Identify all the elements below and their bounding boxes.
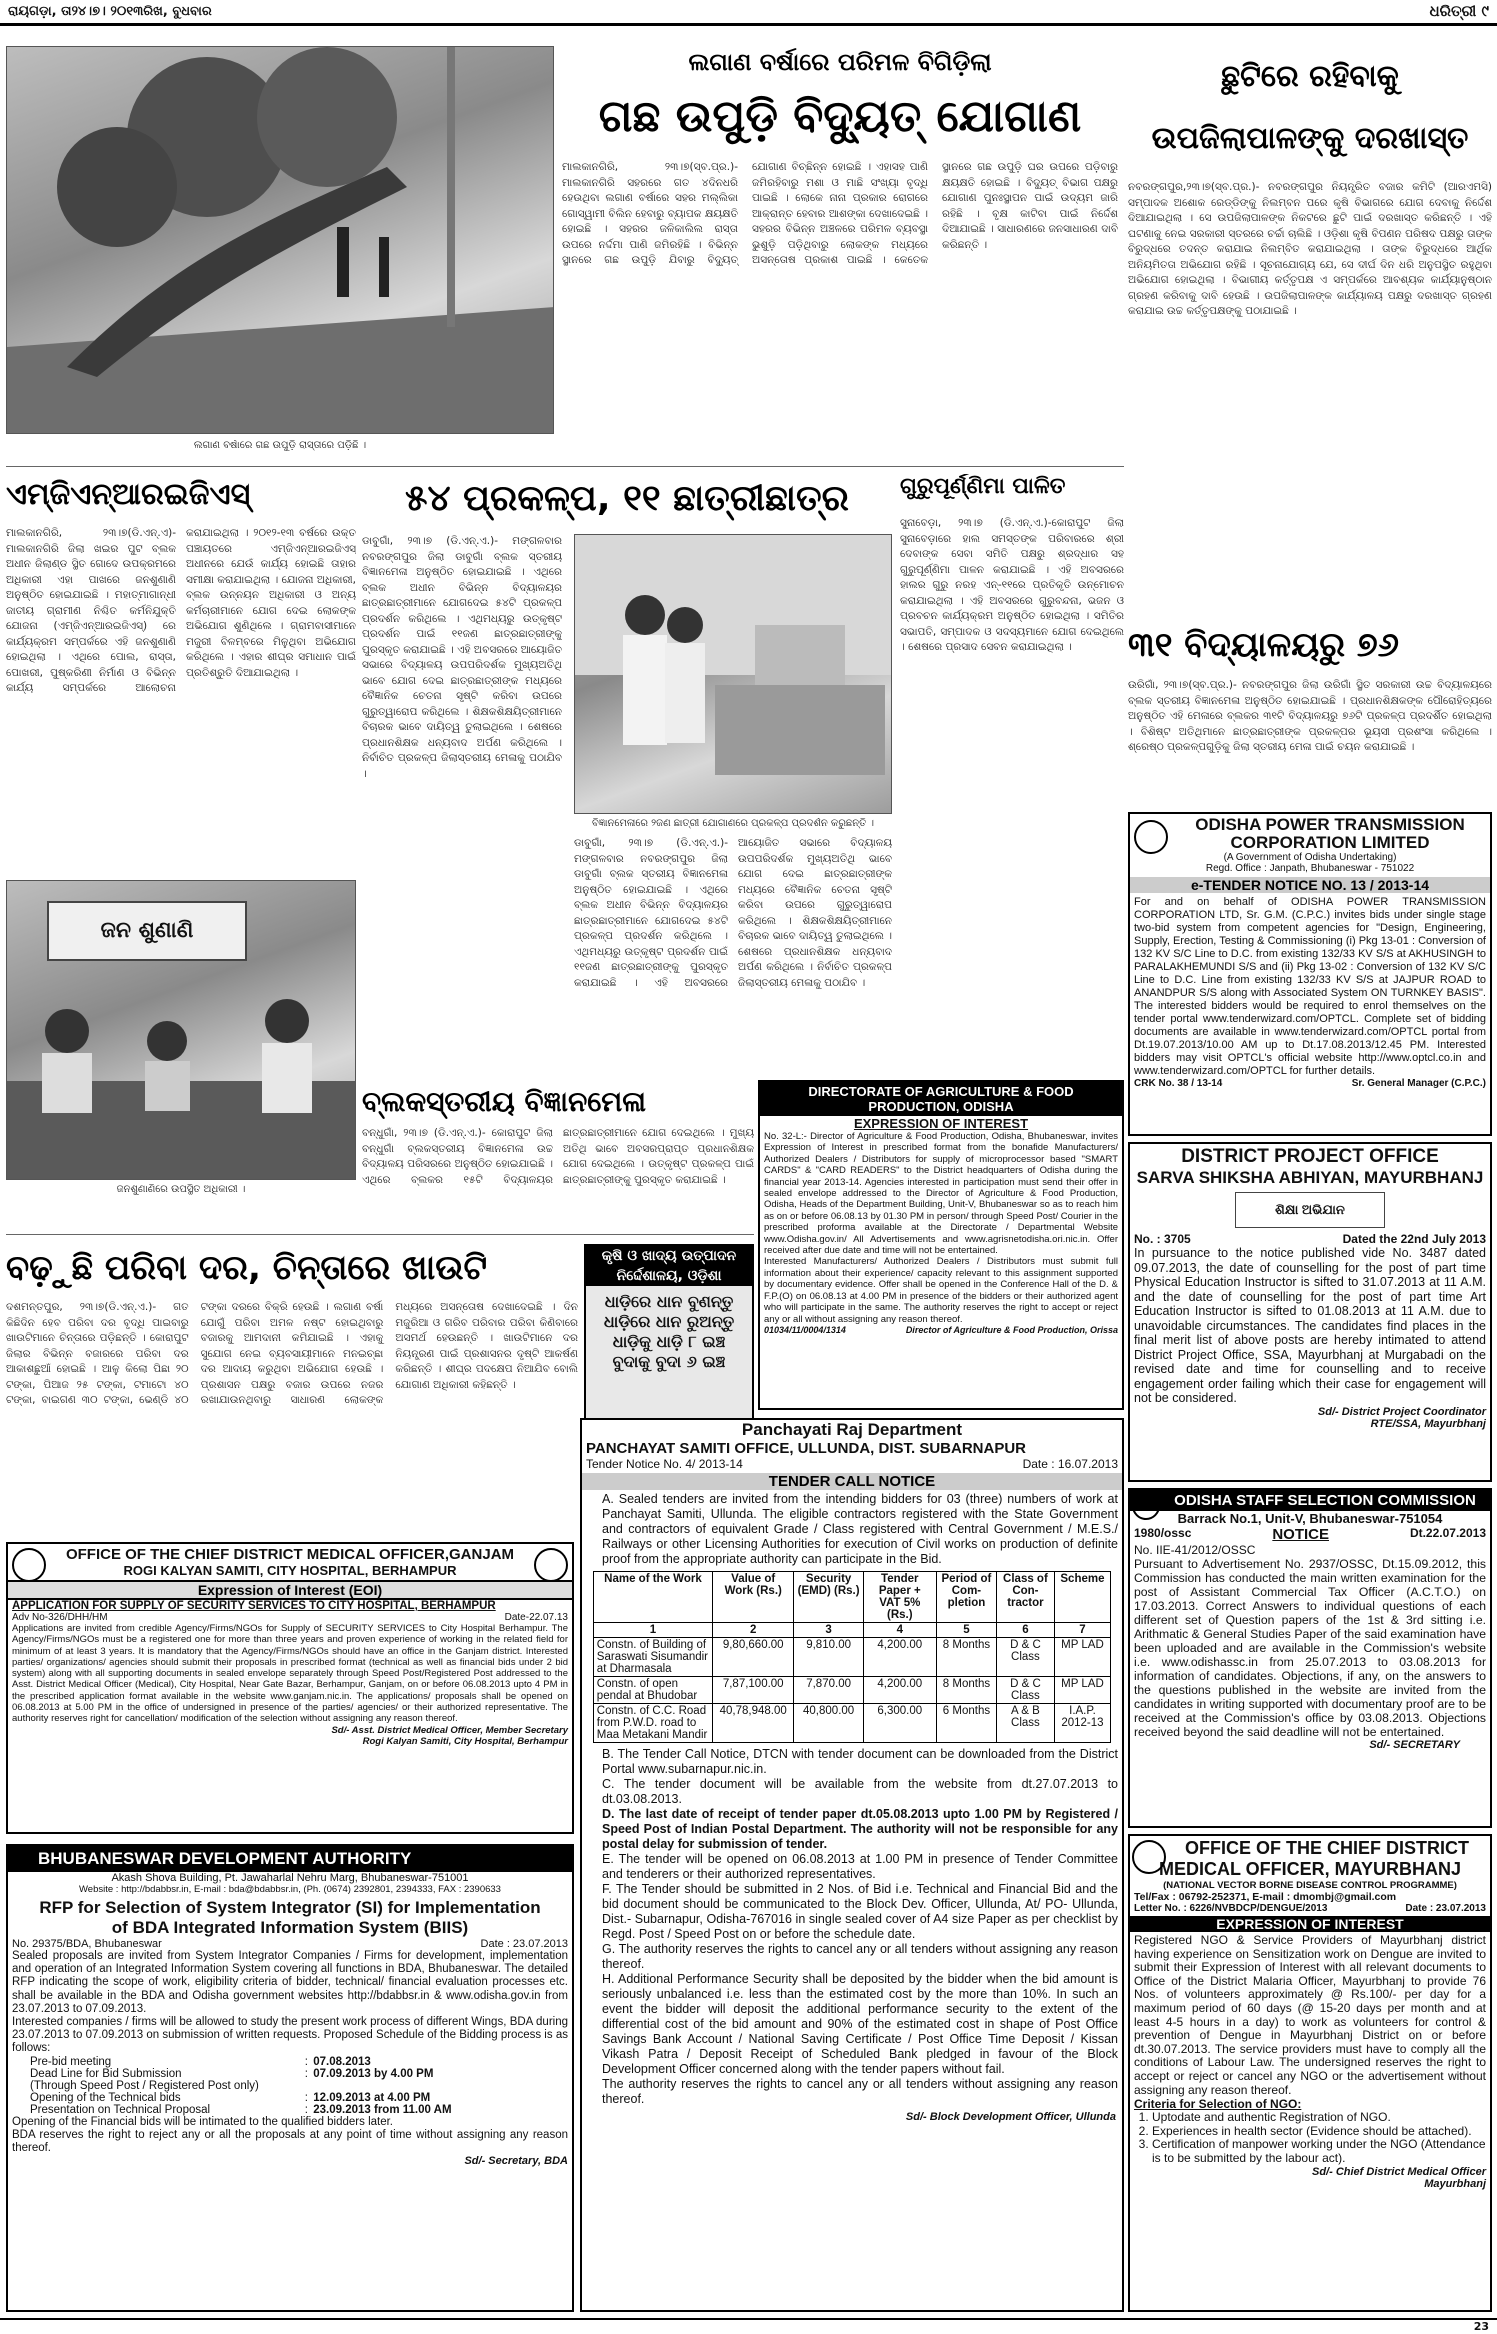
table-cell: I.A.P. 2012-13 [1054,1704,1110,1743]
ad-note: Opening of the Financial bids will be intimated to the qualified bidders later. [12,2115,394,2128]
ad-subtitle: Expression of Interest (EOI) [8,1580,572,1600]
ad-contact: Website : http://bdabbsr.in, E-mail : bda@bdabbsr.in, (Ph. (0674) 2392801, 2394333, FAX : 2390633 [79,1884,501,1895]
clause-a: A. Sealed tenders are invited from the intending bidders for 03 (three) numbers of work at Panchayat Samiti, Ullunda. The eligible contractors registered with the State Government and contractors of equivalent Grade / Class registered with Central Government / M.E.S./ Railways or other Licensing Authorities for execution of Civil works on production of definite proof from the appropriate authority can participate in the Bid. [602,1492,1118,1566]
ad-date: Dt.22.07.2013 [1409,1526,1486,1540]
divider [6,466,1124,467]
table-cell: 8 Months [936,1677,996,1704]
ad-heading: APPLICATION FOR SUPPLY OF SECURITY SERVICES TO CITY HOSPITAL, BERHAMPUR [12,1600,496,1612]
ad-signature-2: Rogi Kalyan Samiti, City Hospital, Berhampur [362,1735,568,1747]
schedule-cell: 12.09.2013 at 4.00 PM [313,2091,431,2104]
ad-ref: No. : 3705 [1134,1232,1191,1246]
ssa-notice-ad [1128,1142,1492,1482]
ad-body: Applications are invited from credible Agency/Firms/NGOs for Supply of SECURITY SERVICES to City Hospital Berhampur. The Agency/Firms/NGOs must be a registered one for more than three years and proven experience of working in the related field for minimum of at least 3 years. It is mandatory that the Agency/Firms/NGOs should have an office in the Ganjam district. Interested parties/ organizations/ agencies should submit their proposals in prescribed format (technical as well as financial bids under 2 bid system) along with all supporting documents in sealed envelope separately through Speed Post/Registered Post addressed to the Asst. District Medical Officer (Medical), City Hospital, Near Gate Bazar, Berhampur, Ganjam, on or before 06.08.2013 upto 4 PM in the prescribed application format available in the website www.ganjam.nic.in. The applications/ proposals shall be opened on 06.08.2013 at 5.00 PM in the office of undersigned in presence of the parties/ agencies/ or their authorized representative. The authority reserves right for cancellation/ modification of the selection without assigning any reason thereof. [12,1623,568,1725]
divider [6,1234,754,1235]
ad-line: ଧାଡ଼ିରେ ଧାନ ରୁଅନ୍ତୁ [603,1312,735,1331]
masthead-page: ଧରିତ୍ରୀ ୯ [1429,2,1489,20]
table-cell: 7,870.00 [794,1677,863,1704]
ad-address: Barrack No.1, Unit-V, Bhubaneswar-751054 [1177,1511,1443,1526]
article-body: ଦଶମନ୍ତପୁର, ୨୩।୭(ଡି.ଏନ୍.ଏ.)- ଗତ କିଛିଦିନ ହେବ ପରିବା ଦର ବୃଦ୍ଧି ପାଇବାରୁ ଖାଉଟିମାନେ ଚିନ୍ତାରେ ପଡ଼ିଛନ୍ତି । କୋରାପୁଟ ଜିଲାର ବିଭିନ୍ନ ବଜାରରେ ପରିବା ଦର ଆକାଶଛୁଆଁ ହୋଇଛି । ଆଳୁ କିଲୋ ପିଛା ୨୦ ଟଙ୍କା, ପିଆଜ ୨୫ ଟଙ୍କା, ଟମାଟୋ ୪୦ ଟଙ୍କା, ବାଇଗଣ ୩୦ ଟଙ୍କା, ଭେଣ୍ଡି ୪୦ ଟଙ୍କା ଦରରେ ବିକ୍ରି ହେଉଛି । ଲଗାଣ ବର୍ଷା ଯୋଗୁଁ ପରିବା ଅମଳ ନଷ୍ଟ ହୋଇଥିବାରୁ ବଜାରକୁ ଆମଦାନୀ କମିଯାଇଛି । ଏହାକୁ ସୁଯୋଗ ନେଇ ବ୍ୟବସାୟୀମାନେ ମନଇଚ୍ଛା ଦର ଆଦାୟ କରୁଥିବା ଅଭିଯୋଗ ହେଉଛି । ପ୍ରଶାସନ ପକ୍ଷରୁ ବଜାର ଉପରେ ନଜର ରଖାଯାଉନଥିବାରୁ ସାଧାରଣ ଲୋକଙ୍କ ମଧ୍ୟରେ ଅସନ୍ତୋଷ ଦେଖାଦେଇଛି । ଦିନ ମଜୁରିଆ ଓ ଗରିବ ପରିବାର ପରିବା କିଣିବାରେ ଅସମର୍ଥ ହେଉଛନ୍ତି । ଖାଉଟିମାନେ ଦର ନିୟନ୍ତ୍ରଣ ପାଇଁ ପ୍ରଶାସନର ଦୃଷ୍ଟି ଆକର୍ଷଣ କରିଛନ୍ତି । ଶୀଘ୍ର ପଦକ୍ଷେପ ନିଆଯିବ ବୋଲି ଯୋଗାଣ ଅଧିକାରୀ କହିଛନ୍ତି । [6,1301,578,1406]
ad-contact: Tel/Fax : 06792-252371, E-mail : dmombj@gmail.com [1134,1891,1397,1903]
table-row [593,1638,1110,1677]
bidding-schedule [28,2056,479,2116]
ad-signature: Sd/- Chief District Medical Officer [1311,2165,1486,2178]
ad-signature-2: RTE/SSA, Mayurbhanj [1370,1417,1486,1430]
article-body-cont: ଡାବୁଗାଁ, ୨୩।୭ (ଡି.ଏନ୍.ଏ.)- ମଙ୍ଗଳବାର ନବରଙ୍ଗପୁର ଜିଲା ଡାବୁଗାଁ ବ୍ଲକ ସ୍ତରୀୟ ବିଜ୍ଞାନମେଳା ଅନୁଷ୍ଠିତ ହୋଇଯାଇଛି । ଏଥିରେ ବ୍ଲକ ଅଧୀନ ବିଭିନ୍ନ ବିଦ୍ୟାଳୟର ଛାତ୍ରଛାତ୍ରୀମାନେ ଯୋଗଦେଇ ୫୪ଟି ପ୍ରକଳ୍ପ ପ୍ରଦର୍ଶନ କରିଥିଲେ । ଏଥିମଧ୍ୟରୁ ଉତ୍କୃଷ୍ଟ ପ୍ରଦର୍ଶନ ପାଇଁ ୧୧ଜଣ ଛାତ୍ରଛାତ୍ରୀଙ୍କୁ ପୁରସ୍କୃତ କରାଯାଇଛି । ଏହି ଅବସରରେ ଆୟୋଜିତ ସଭାରେ ବିଦ୍ୟାଳୟ ଉପପରିଦର୍ଶକ ମୁଖ୍ୟଅତିଥି ଭାବେ ଯୋଗ ଦେଇ ଛାତ୍ରଛାତ୍ରୀଙ୍କ ମଧ୍ୟରେ ବୈଜ୍ଞାନିକ ଚେତନା ସୃଷ୍ଟି କରିବା ଉପରେ ଗୁରୁତ୍ୱାରୋପ କରିଥିଲେ । ଶିକ୍ଷକଶିକ୍ଷୟିତ୍ରୀମାନେ ବିଚାରକ ଭାବେ ଦାୟିତ୍ୱ ତୁଲାଇଥିଲେ । ଶେଷରେ ପ୍ରଧାନଶିକ୍ଷକ ଧନ୍ୟବାଦ ଅର୍ପଣ କରିଥିଲେ । ନିର୍ବାଚିତ ପ୍ରକଳ୍ପ ଜିଲାସ୍ତରୀୟ ମେଳାକୁ ପଠାଯିବ । [574,837,892,989]
table-cell: MP LAD [1054,1677,1110,1704]
schedule-cell: Presentation on Technical Proposal [30,2103,211,2116]
clause-text: Additional Performance Security shall be deposited by the bidder when the bid amount is seriously unbalanced i.e. less than the estimated cost by the more than 10%. In such an event the bidder will deposit the additional performance security to the extent of the differential cost of the bid amount and 90% of the estimated cost in shape of Post Office Savings Bank Account / National Saving Certificate / Post Office Time Deposit / Kissan Vikash Patra / Deposit Receipt of Scheduled Bank pledged in favour of the Block Development Officer concerned along with the tender papers without fail. [602,1972,1118,2076]
notice-label: NOTICE [1272,1526,1329,1543]
ad-signature: Director of Agriculture & Food Production, Orissa [905,1324,1118,1335]
optcl-logo-icon [1134,820,1168,854]
clause-text: The last date of receipt of tender paper dt.05.08.2013 upto 1.00 PM by Registered / Speed Post of Indian Postal Department. The authority will not be responsible for any postal delay for submission of tender. [602,1807,1118,1851]
public-hearing-photo [6,880,356,1180]
clause-text: The tender document will be available from the website from dt.27.07.2013 to dt.03.08.2013. [602,1777,1118,1806]
clause-text: The authority reserves the rights to cancel any or all tenders without assigning any reason thereof. [602,2077,1118,2106]
ad-ref: Letter No. : 6226/NVBDCP/DENGUE/2013 [1134,1903,1328,1914]
table-cell: Constn. of open pendal at Bhudobar [593,1677,712,1704]
clause-g: G. The authority reserves the rights to cancel any or all tenders without assigning any reason thereof. [602,1942,1119,1971]
ossc-logo-icon [1132,1492,1160,1520]
ad-signature: Sd/- Secretary, BDA [464,2155,568,2168]
fallen-tree-illustration [7,47,554,434]
column-number: 5 [936,1623,996,1638]
ad-code: CRK No. 38 / 13-14 [1134,1078,1223,1089]
clause-h: H. Additional Performance Security shall be deposited by the bidder when the bid amount is seriously unbalanced i.e. less than the estimated cost by the more than 10%. In such an event the bidder will deposit the additional performance security to the extent of the differential cost of the bid amount and 90% of the estimated cost in shape of Post Office Savings Bank Account / National Saving Certificate / Post Office Time Deposit / Kissan Vikash Patra / Deposit Receipt of Scheduled Bank pledged in favour of the Block Development Officer concerned along with the tender papers without fail. [602,1972,1118,2076]
article-body: ମାଲକାନଗିରି, ୨୩।୭(ସ୍ବ.ପ୍ର.)- ମାଲକାନଗିରି ସହରରେ ଗତ ୪ଦିନଧରି ହେଉଥିବା ଲଗାଣ ବର୍ଷାରେ ସହର ମଲ୍ଲିକା ଗୋସ୍ୱାମୀ ବିଲିନ ହେବାରୁ ବ୍ୟାପକ କ୍ଷୟକ୍ଷତି ହୋଇଛି । ସହରର ଜଳିକାଲିଲ ରାସ୍ତା ଉପରେ ନର୍ଦ୍ଦମା ପାଣି ଜମିରହିଛି । ବିଭିନ୍ନ ସ୍ଥାନରେ ଗଛ ଉପୁଡ଼ି ଯିବାରୁ ବିଦ୍ୟୁତ୍ ଯୋଗାଣ ବିଚ୍ଛିନ୍ନ ହୋଇଛି । ଏହାସହ ପାଣି ଜମିରହିବାରୁ ମଶା ଓ ମାଛି ସଂଖ୍ୟା ବୃଦ୍ଧି ପାଇଛି । ଲୋକେ ନାନା ପ୍ରକାର ରୋଗରେ ଆକ୍ରାନ୍ତ ହେବାର ଆଶଙ୍କା ଦେଖାଦେଇଛି । ସହରର ବିଭିନ୍ନ ଅଞ୍ଚଳରେ ପରିମଳ ବ୍ୟବସ୍ଥା ଭୁଶୁଡ଼ି ପଡ଼ିଥିବାରୁ ଲୋକଙ୍କ ମଧ୍ୟରେ ଅସନ୍ତୋଷ ପ୍ରକାଶ ପାଇଛି । କେତେକ ସ୍ଥାନରେ ଗଛ ଉପୁଡ଼ି ଘର ଉପରେ ପଡ଼ିବାରୁ କ୍ଷୟକ୍ଷତି ହୋଇଛି । ବିଦ୍ୟୁତ୍ ବିଭାଗ ପକ୍ଷରୁ ଯୋଗାଣ ପୁନଃସ୍ଥାପନ ପାଇଁ ଉଦ୍ୟମ ଜାରି ରହିଛି । ବୃକ୍ଷ କାଟିବା ପାଇଁ ନିର୍ଦ୍ଦେଶ ଦିଆଯାଇଛି । ସାଧାରଣରେ ଜନସାଧାରଣ ଦାବି କରିଛନ୍ତି । [562,161,1118,266]
clause-text: The authority reserves the rights to cancel any or all tenders without assigning any reason thereof. [602,1942,1119,1971]
ad-title-2: SARVA SHIKSHA ABHIYAN, MAYURBHANJ [1136,1168,1484,1187]
ad-address: Akash Shova Building, Pt. Jawaharlal Nehru Marg, Bhubaneswar-751001 [111,1872,469,1884]
schedule-cell: 07.08.2013 [313,2055,371,2068]
emblem-icon [1132,1840,1166,1874]
table-cell: D & C Class [997,1677,1055,1704]
table-header: Value of Work (Rs.) [713,1572,794,1623]
ad-signature: Sd/- District Project Coordinator [1317,1405,1486,1418]
schedule-row [28,2056,479,2068]
criteria-item: 1. Uptodate and authentic Registration of NGO. [1152,2111,1486,2125]
ad-program: (NATIONAL VECTOR BORNE DISEASE CONTROL PROGRAMME) [1163,1880,1457,1891]
clause-text: Sealed tenders are invited from the intending bidders for 03 (three) numbers of work at Panchayat Samiti, Ullunda. The eligible contractors registered with the State Government and contractors of equivalent Grade / Class registered with Central Government / M.E.S./ Railways or other Licensing Authorities for execution of Civil works on production of definite proof from the appropriate authority can participate in the Bid. [602,1492,1118,1566]
ad-body: Sealed proposals are invited from System Integrator Companies / Firms for development, implementation and operation of an Integrated Information System covering all functions in BDA, Bhubaneswar. The detailed RFP indicating the scope of work, eligibility criteria of bidder, technical/ financial evaluation processes etc. shall be available in the BDA and Odisha government websites http://bdabbsr.in & www.odisha.gov.in from 23.07.2013 to 07.09.2013. [12,1950,568,2015]
ad-title: କୃଷି ଓ ଖାଦ୍ୟ ଉତ୍ପାଦନ [586,1246,752,1266]
table-cell: 6 Months [936,1704,996,1743]
ad-title: DISTRICT PROJECT OFFICE [1181,1146,1439,1167]
dateline: ରାୟଗଡ଼ା, ତା୨୪।୭। ୨୦୧୩ରିଖ, ବୁଧବାର [8,4,212,19]
column-number: 1 [593,1623,712,1638]
schedule-row [28,2092,479,2104]
ad-note-2: BDA reserves the right to reject any or all the proposals at any point of time without assigning any reason thereof. [12,2128,568,2155]
headline: ୫୪ ପ୍ରକଳ୍ପ, ୧୧ ଛାତ୍ରୀଛାତ୍ର [405,478,849,519]
photo-caption: ଲଗାଣ ବର୍ଷାରେ ଗଛ ଉପୁଡ଼ି ରାସ୍ତାରେ ପଡ଼ିଛି । [193,440,367,451]
schedule-cell: Opening of the Technical bids [30,2091,181,2104]
schedule-cell: 07.09.2013 by 4.00 PM [313,2067,434,2080]
schedule-cell: : [304,2091,308,2104]
schedule-cell: (Through Speed Post / Registered Post only) [30,2079,259,2092]
ad-signature: Sd/- Asst. District Medical Officer, Member Secretary [331,1724,568,1736]
ganjam-eoi-ad [6,1542,574,1834]
schedule-cell: 23.09.2013 from 11.00 AM [313,2103,452,2116]
ad-title-2: MEDICAL OFFICER, MAYURBHANJ [1158,1859,1462,1879]
clause-e: E. The tender will be opened on 06.08.2013 at 1.00 PM in presence of Tender Committee and tenderers or their authorized representatives. [602,1852,1119,1881]
photo-caption: ବିଜ୍ଞାନମେଳାରେ ୨ଜଣ ଛାତ୍ରୀ ଯୋଗାଣରେ ପ୍ରକଳ୍ପ ପ୍ରଦର୍ଶନ କରୁଛନ୍ତି । [592,818,874,829]
notice-number: e-TENDER NOTICE NO. 13 / 2013-14 [1130,877,1490,893]
ad-date: Date : 23.07.2013 [1405,1903,1486,1914]
column-number: 3 [794,1623,863,1638]
table-cell: 9,80,660.00 [713,1638,794,1677]
clause-text: The tender will be opened on 06.08.2013 at 1.00 PM in presence of Tender Committee and tenderers or their authorized representatives. [602,1852,1119,1881]
table-row [593,1704,1110,1743]
schedule-row [28,2080,479,2092]
bda-rfp-ad [6,1844,574,2312]
ad-title-2: ନିର୍ଦ୍ଦେଶାଳୟ, ଓଡ଼ିଶା [586,1266,752,1286]
table-header: Name of the Work [593,1572,712,1623]
schedule-cell: : [304,2055,308,2068]
science-fair-photo [574,534,892,814]
ad-body: Pursuant to Advertisement No. 2937/OSSC, Dt.15.09.2012, this Commission has conducted the main written examination for the post of Assistant Commercial Tax Officer (A.C.T.O.) on 17.03.2013. Correct Answers to individual questions of each different set of Question papers of the 1st & 3rd sitting i.e. Arithmatic & General Studies Paper of the said examination have been uploaded and are available in the Commission's website i.e. www.odishassc.in from 25.07.2013 to 03.08.2013 for information of candidates. Objections, if any, on the answers to the questions published in the website are invited from the candidates in writing supported with documentary proof are to be received at the Commission's office by 03.08.2013. Objections received beyond the said deadline will not be entertained. [1134,1557,1486,1739]
ad-line: ବୁଦାକୁ ବୁଦା ୬ ଇଞ୍ଚ [612,1352,726,1371]
headline: ୩୧ ବିଦ୍ୟାଳୟରୁ ୭୬ [1128,625,1400,665]
clause-text: The Tender should be submitted in 2 Nos. of Bid i.e. Technical and Financial Bid and the bid document should be communicated to the Block Dev. Officer, Ullunda, At/ PO- Ullunda, Dist.- Subarnapur, Odisha-767016 in single sealed cover of A4 size Paper as per checklist by Regd. Post / Speed Post on or before the schedule date. [602,1882,1118,1941]
table-cell: A & B Class [997,1704,1055,1743]
banner: ଜନ ଶୁଣାଣି [47,901,247,961]
people-illustration [7,881,356,1180]
ad-title: DIRECTORATE OF AGRICULTURE & FOOD PRODUCTION, ODISHA [760,1082,1122,1116]
ad-signature-2: Mayurbhanj [1424,2177,1486,2190]
ad-signature: Sd/- Block Development Officer, Ullunda [905,2111,1116,2123]
criteria-heading: Criteria for Selection of NGO: [1134,2097,1302,2112]
ad-body: No. 32-L:- Director of Agriculture & Food Production, Odisha, Bhubaneswar, invites Expression of Interest in prescribed format from the bonafide Manufacturers/ Authorized Dealers / Distributors for supply of microprocessor based "SMART CARDS" & "CARD READERS" to the District headquarters of Odisha during the financial year 2013-14. Agencies interested in participation must send their offer in sealed envelope addressed to the Director of Agriculture & Food Production, Odisha, Heads of the Department Building, Unit-V, Bhubaneswar so as to reach him as on or before 06.08.13 by 01.30 PM in person/ through Speed Post/ Courier in the prescribed proforma available at the Directorate / Departmental Website www.Odisha.gov.in/ All Advertisements and www.agrisnetodisha.ori.nic.in. Offer received after due date and time will not be entertained. [764,1131,1118,1257]
table-cell: 7,87,100.00 [713,1677,794,1704]
clause-b: B. The Tender Call Notice, DTCN with tender document can be downloaded from the District Portal www.subarnapur.nic.in. [602,1747,1118,1776]
works-table [593,1571,1111,1743]
schedule-row [28,2068,479,2080]
schedule-cell: : [304,2103,308,2116]
table-header: Scheme [1054,1572,1110,1623]
ad-date: Date : 23.07.2013 [480,1938,568,1950]
article-body: ମାଲକାନଗିରି, ୨୩।୭(ଡି.ଏନ୍.ଏ)- ମାଲକାନଗିରି ଜିଲା ଖଇର ପୁଟ ବ୍ଲକ ଅଧୀନ ଜିଲାଣ୍ଡ ସ୍ଥିତ ଗୋଦେ ଉପକ୍ରମରେ ଅଧିକାରୀ ଏହା ପାଖରେ ଜନଶୁଣାଣି ଅନୁଷ୍ଠିତ ହୋଇଯାଇଛି । ମହାତ୍ମାଗାନ୍ଧୀ ଜାତୀୟ ଗ୍ରାମୀଣ ନିଶ୍ଚିତ କର୍ମନିଯୁକ୍ତି ଯୋଜନା (ଏମ୍‌ଜିଏନ୍ଆରଇଜିଏସ୍) ରେ କାର୍ଯ୍ୟକ୍ରମ ସମ୍ପର୍କରେ ଏହି ଜନଶୁଣାଣି ହୋଇଥିଲା । ଏଥିରେ ପୋଲ, ରାସ୍ତା, ପୋଖରୀ, ପୁଷ୍କରିଣୀ ନିର୍ମାଣ ଓ ବିଭିନ୍ନ କାର୍ଯ୍ୟ ସମ୍ପର୍କରେ ଆଲୋଚନା କରାଯାଇଥିଲା । ୨୦୧୨-୧୩ ବର୍ଷରେ ଉକ୍ତ ପଞ୍ଚାୟତରେ ଏମ୍‌ଜିଏନ୍ଆରଇଜିଏସ୍ ଅଧୀନରେ ଯେଉଁ କାର୍ଯ୍ୟ ହୋଇଛି ତାହାର ସମୀକ୍ଷା କରାଯାଇଥିଲା । ଯୋଜନା ଅଧିକାରୀ, ବ୍ଲକ ଉନ୍ନୟନ ଅଧିକାରୀ ଓ ଅନ୍ୟ କର୍ମଚାରୀମାନେ ଯୋଗ ଦେଇ ଲୋକଙ୍କ ଅଭିଯୋଗ ଶୁଣିଥିଲେ । ଗ୍ରାମବାସୀମାନେ ମଜୁରୀ ବିଳମ୍ବରେ ମିଳୁଥିବା ଅଭିଯୋଗ କରିଥିଲେ । ଏହାର ଶୀଘ୍ର ସମାଧାନ ପାଇଁ ପ୍ରତିଶ୍ରୁତି ଦିଆଯାଇଥିଲା । [6,527,356,694]
emblem-icon [12,1548,46,1582]
ad-date: Date : 16.07.2013 [1022,1457,1118,1471]
ad-line: ଧାଡ଼ିକୁ ଧାଡ଼ି ୮ ଇଞ୍ଚ [612,1332,726,1351]
criteria-item: 2. Experiences in health sector (Evidence should be attached). [1152,2125,1486,2139]
table-header: Tender Paper + VAT 5% (Rs.) [863,1572,936,1623]
ad-signature: Sd/- SECRETARY [1369,1739,1460,1751]
table-cell: MP LAD [1054,1638,1110,1677]
column-number: 7 [1054,1623,1110,1638]
krushi-ad [584,1244,754,1426]
photo-caption: ଜନଶୁଣାଣିରେ ଉପସ୍ଥିତ ଅଧିକାରୀ । [116,1184,246,1195]
cdmo-mayurbhanj-eoi-ad [1128,1834,1492,2312]
ad-title: ODISHA POWER TRANSMISSION CORPORATION LIMITED [1195,815,1465,852]
table-header: Security (EMD) (Rs.) [794,1572,863,1623]
ad-date: Date-22.07.13 [504,1612,568,1623]
ad-body: For and on behalf of ODISHA POWER TRANSMISSION CORPORATION LTD, Sr. G.M. (C.P.C.) invites bids under single stage two-bid system from competent agencies for "Design, Engineering, Supply, Erection, Testing & Commissioning (i) Pkg 13-01 : Conversion of 132 KV S/C Line to D.C. from existing 132/33 KV S/S at AKHUSINGH to PARALAKHEMUNDI S/S and (ii) Pkg 13-02 : Conversion of 132 KV S/C Line to D.C. Line from existing 132/33 KV S/S at JAJPUR ROAD to ANANDPUR S/S along with Associated System ON TURNKEY BASIS". The interested bidders would be required to enrol themselves on the tender portal www.tenderwizard.com/OPTCL. Complete set of bidding documents are available in www.tenderwizard.com/OPTCL portal from Dt.19.07.2013/10.00 AM up to Dt.17.08.2013/12.45 PM. Interested bidders may visit OPTCL's official website http://www.optcl.co.in and www.tenderwizard.com/OPTCL for further details. [1134,896,1486,1077]
article-body: ଡାବୁଗାଁ, ୨୩।୭ (ଡି.ଏନ୍.ଏ.)- ମଙ୍ଗଳବାର ନବରଙ୍ଗପୁର ଜିଲା ଡାବୁଗାଁ ବ୍ଲକ ସ୍ତରୀୟ ବିଜ୍ଞାନମେଳା ଅନୁଷ୍ଠିତ ହୋଇଯାଇଛି । ଏଥିରେ ବ୍ଲକ ଅଧୀନ ବିଭିନ୍ନ ବିଦ୍ୟାଳୟର ଛାତ୍ରଛାତ୍ରୀମାନେ ଯୋଗଦେଇ ୫୪ଟି ପ୍ରକଳ୍ପ ପ୍ରଦର୍ଶନ କରିଥିଲେ । ଏଥିମଧ୍ୟରୁ ଉତ୍କୃଷ୍ଟ ପ୍ରଦର୍ଶନ ପାଇଁ ୧୧ଜଣ ଛାତ୍ରଛାତ୍ରୀଙ୍କୁ ପୁରସ୍କୃତ କରାଯାଇଛି । ଏହି ଅବସରରେ ଆୟୋଜିତ ସଭାରେ ବିଦ୍ୟାଳୟ ଉପପରିଦର୍ଶକ ମୁଖ୍ୟଅତିଥି ଭାବେ ଯୋଗ ଦେଇ ଛାତ୍ରଛାତ୍ରୀଙ୍କ ମଧ୍ୟରେ ବୈଜ୍ଞାନିକ ଚେତନା ସୃଷ୍ଟି କରିବା ଉପରେ ଗୁରୁତ୍ୱାରୋପ କରିଥିଲେ । ଶିକ୍ଷକଶିକ୍ଷୟିତ୍ରୀମାନେ ବିଚାରକ ଭାବେ ଦାୟିତ୍ୱ ତୁଲାଇଥିଲେ । ଶେଷରେ ପ୍ରଧାନଶିକ୍ଷକ ଧନ୍ୟବାଦ ଅର୍ପଣ କରିଥିଲେ । ନିର୍ବାଚିତ ପ୍ରକଳ୍ପ ଜିଲାସ୍ତରୀୟ ମେଳାକୁ ପଠାଯିବ । [362,535,562,780]
headline: ଛୁଟିରେ ରହିବାକୁ ଉପଜିଲାପାଳଙ୍କୁ ଦରଖାସ୍ତ [1151,59,1469,156]
ad-address: Regd. Office : Janpath, Bhubaneswar - 751022 [1205,863,1415,874]
table-row [593,1677,1110,1704]
article-body: ଉରିଗାଁ, ୨୩।୭(ସ୍ବ.ପ୍ର.)- ନବରଙ୍ଗପୁର ଜିଲା ଉରିଗାଁ ସ୍ଥିତ ସରକାରୀ ଉଚ୍ଚ ବିଦ୍ୟାଳୟରେ ବ୍ଲକ ସ୍ତରୀୟ ବିଜ୍ଞାନମେଳା ଅନୁଷ୍ଠିତ ହୋଇଯାଇଛି । ପ୍ରଧାନଶିକ୍ଷକଙ୍କ ପୌରୋହିତ୍ୟରେ ଅନୁଷ୍ଠିତ ଏହି ମେଳାରେ ବ୍ଲକର ୩୧ଟି ବିଦ୍ୟାଳୟରୁ ୭୬ଟି ପ୍ରକଳ୍ପ ପ୍ରଦର୍ଶିତ ହୋଇଥିଲା । ବିଶିଷ୍ଟ ଅତିଥିମାନେ ଛାତ୍ରଛାତ୍ରୀଙ୍କ ପ୍ରକଳ୍ପର ଭୂୟସୀ ପ୍ରଶଂସା କରିଥିଲେ । ଶ୍ରେଷ୍ଠ ପ୍ରକଳ୍ପଗୁଡ଼ିକୁ ଜିଲା ସ୍ତରୀୟ ମେଳା ପାଇଁ ଚୟନ କରାଯାଇଛି । [1128,679,1492,753]
kicker: ଲଗାଣ ବର୍ଷାରେ ପରିମଳ ବିଗିଡ଼ିଲା [688,48,992,76]
table-cell: 40,800.00 [794,1704,863,1743]
ad-dept: Panchayati Raj Department [741,1420,963,1439]
clause-d: D. The last date of receipt of tender paper dt.05.08.2013 upto 1.00 PM by Registered / Speed Post of Indian Postal Department. The authority will not be responsible for any postal delay for submission of tender. [602,1807,1118,1851]
ossc-notice-ad [1128,1488,1492,1828]
ad-title: PANCHAYAT SAMITI OFFICE, ULLUNDA, DIST. SUBARNAPUR [586,1440,1027,1457]
table-cell: Constn. of Building of Saraswati Sisumandir at Dharmasala [593,1638,712,1677]
ad-code: 01034/11/0004/1314 [764,1324,846,1335]
ad-title: OFFICE OF THE CHIEF DISTRICT MEDICAL OFFICER,GANJAM [65,1546,515,1563]
optcl-tender-ad [1128,812,1492,1136]
article-body: ବନ୍ଧୁଗାଁ, ୨୩।୭ (ଡି.ଏନ୍.ଏ.)- କୋରାପୁଟ ଜିଲା ବନ୍ଧୁଗାଁ ବ୍ଲକସ୍ତରୀୟ ବିଜ୍ଞାନମେଳା ଉଚ୍ଚ ବିଦ୍ୟାଳୟ ପରିସରରେ ଅନୁଷ୍ଠିତ ହୋଇଯାଇଛି । ଏଥିରେ ବ୍ଲକର ୧୫ଟି ବିଦ୍ୟାଳୟର ଛାତ୍ରଛାତ୍ରୀମାନେ ଯୋଗ ଦେଇଥିଲେ । ମୁଖ୍ୟ ଅତିଥି ଭାବେ ଅବସରପ୍ରାପ୍ତ ପ୍ରଧାନଶିକ୍ଷକ ଯୋଗ ଦେଇଥିଲେ । ଉତ୍କୃଷ୍ଟ ପ୍ରକଳ୍ପ ପାଇଁ ଛାତ୍ରଛାତ୍ରୀଙ୍କୁ ପୁରସ୍କୃତ କରାଯାଇଛି । [362,1127,754,1186]
ad-title-2: ROGI KALYAN SAMITI, CITY HOSPITAL, BERHAMPUR [123,1563,457,1578]
headline: ବଢ଼ୁଛି ପରିବା ଦର, ଚିନ୍ତାରେ ଖାଉଟି [6,1248,488,1288]
agriculture-eoi-ad [758,1080,1124,1410]
schedule-cell [311,2080,479,2092]
schedule-cell [303,2080,311,2092]
ad-subtitle: TENDER CALL NOTICE [582,1473,1122,1490]
page-header [0,0,1497,26]
ad-ref: 1980/ossc [1134,1526,1192,1540]
headline: ଗୁରୁପୂର୍ଣ୍ଣିମା ପାଳିତ [900,474,1066,499]
ssa-logo: ଶିକ୍ଷା ଅଭିଯାନ [1235,1192,1385,1228]
page-number: 23 [1473,2320,1489,2333]
notice-number: No. IIE-41/2012/OSSC [1134,1543,1256,1557]
criteria-item: 3. Certification of manpower working under the NGO (Attendance is to be submitted by the labour act). [1152,2138,1486,2165]
column-number: 4 [863,1623,936,1638]
ad-date: Dated the 22nd July 2013 [1342,1232,1486,1246]
clause-f: F. The Tender should be submitted in 2 Nos. of Bid i.e. Technical and Financial Bid and the bid document should be communicated to the Block Dev. Officer, Ullunda, At/ PO- Ullunda, Dist.- Subarnapur, Odisha-767016 in single sealed cover of A4 size Paper as per checklist by Regd. Post / Speed Post on or before the schedule date. [602,1882,1118,1941]
health-logo-icon [534,1548,568,1582]
ad-line: ଧାଡ଼ିରେ ଧାନ ବୁଣନ୍ତୁ [604,1292,734,1311]
ad-body-2: Interested companies / firms will be allowed to study the present work process of different Wings, BDA during 23.07.2013 to 07.09.2013 on submission of written requests. Proposed Schedule of the Bidding process is as follows: [12,2016,568,2055]
table-cell: D & C Class [997,1638,1055,1677]
article-body: ନବରଙ୍ଗପୁର,୨୩।୭(ସ୍ବ.ପ୍ର.)- ନବରଙ୍ଗପୁର ନିୟନ୍ତ୍ରିତ ବଜାର କମିଟି (ଆରଏମସି) ସମ୍ପାଦକ ଅଶୋକ ରେଡ୍ଡିଙ୍କୁ ନିଲମ୍ବନ ପରେ କୃଷି ବିଭାଗରେ ଯୋଗ ଦେବାକୁ ନିର୍ଦ୍ଦେଶ ଦିଆଯାଇଥିଲା । ସେ ଉପଜିଲାପାଳଙ୍କ ନିକଟରେ ଛୁଟି ପାଇଁ ଦରଖାସ୍ତ କରିଛନ୍ତି । ଏହି ଘଟଣାକୁ ନେଇ ସରକାରୀ ସ୍ତରରେ ଚର୍ଚ୍ଚା ଚାଲିଛି । ଓଡ଼ିଶା କୃଷି ବିପଣନ ପରିଷଦ ପକ୍ଷରୁ ତାଙ୍କ ବିରୁଦ୍ଧରେ ତଦନ୍ତ କରାଯାଇ ନିଲମ୍ବିତ କରାଯାଇଥିଲା । ତାଙ୍କ ବିରୁଦ୍ଧରେ ଆର୍ଥିକ ଅନିୟମିତତା ଅଭିଯୋଗ ରହିଛି । ସୂଚନାଯୋଗ୍ୟ ଯେ, ସେ ଦୀର୍ଘ ଦିନ ଧରି ଅନୁପସ୍ଥିତ ରହୁଥିବା ଅଭିଯୋଗ ହୋଇଥିଲା । ବିଭାଗୀୟ କର୍ତ୍ତୃପକ୍ଷ ଏ ସମ୍ପର୍କରେ ଆବଶ୍ୟକ କାର୍ଯ୍ୟାନୁଷ୍ଠାନ ଗ୍ରହଣ କରିବାକୁ ଦାବି ହେଉଛି । ଉପଜିଲାପାଳଙ୍କ କାର୍ଯ୍ୟାଳୟ ପକ୍ଷରୁ ଦରଖାସ୍ତ ଗ୍ରହଣ କରାଯାଇ ଉଚ୍ଚ କର୍ତ୍ତୃପକ୍ଷଙ୍କୁ ପଠାଯାଇଛି । [1128,181,1492,317]
ad-signature: Sr. General Manager (C.P.C.) [1351,1078,1486,1089]
ad-subtitle: (A Government of Odisha Undertaking) [1223,852,1397,863]
table-cell: 8 Months [936,1638,996,1677]
clause-text: The Tender Call Notice, DTCN with tender document can be downloaded from the District Portal www.subarnapur.nic.in. [602,1747,1118,1776]
table-cell: Constn. of C.C. Road from P.W.D. road to Maa Metakani Mandir [593,1704,712,1743]
ad-ref: Adv No-326/DHH/HM [12,1612,108,1623]
schedule-cell: : [304,2067,308,2080]
students-illustration [575,535,892,814]
clause-i [582,2077,1122,2107]
table-header: Period of Com-pletion [936,1572,996,1623]
table-header: Class of Con-tractor [997,1572,1055,1623]
page-footer [0,2318,1497,2334]
column-number: 2 [713,1623,794,1638]
headline: ଗଛ ଉପୁଡ଼ି ବିଦ୍ୟୁତ୍ ଯୋଗାଣ [598,91,1082,142]
table-cell: 40,78,948.00 [713,1704,794,1743]
ad-body: In pursuance to the notice published vide No. 3487 dated 09.07.2013, the date of counselling for the post of part time Physical Education Instructor is sifted to 31.07.2013 at 11 A.M. and the date of counselling for the post of part time Art Education Instructor is sifted to 01.08.2013 at 11 A.M. due to unavoidable circumstances. The candidates find places in the final merit list of above posts are hereby intimated to attend District Project Office, SSA, Mayurbhanj at Murgabadi on the revised date and time for counselling and to receive engagement order failing which their case for engagement will not be considered. [1134,1246,1486,1405]
ad-title: OFFICE OF THE CHIEF DISTRICT [1185,1838,1469,1858]
table-cell: 4,200.00 [863,1638,936,1677]
ad-ref: Tender Notice No. 4/ 2013-14 [586,1457,743,1471]
headline: ବ୍ଲକସ୍ତରୀୟ ବିଜ୍ଞାନମେଳା [362,1085,647,1118]
schedule-row [28,2104,479,2116]
headline: ଏମ୍‌ଜିଏନ୍ଆରଇଜିଏସ୍ [6,477,251,512]
ad-subtitle: EXPRESSION OF INTEREST [853,1116,1029,1131]
schedule-cell: Dead Line for Bid Submission [30,2067,182,2080]
table-cell: 4,200.00 [863,1677,936,1704]
rfp-title: RFP for Selection of System Integrator (SI) for Implementation [39,1898,541,1917]
clause-c: C. The tender document will be available from the website from dt.27.07.2013 to dt.03.08.2013. [602,1777,1118,1806]
ad-ref: No. 29375/BDA, Bhubaneswar [12,1938,162,1950]
table-cell: 9,810.00 [794,1638,863,1677]
article-body: ସୁନାବେଡ଼ା, ୨୩।୭ (ଡି.ଏନ୍.ଏ.)-କୋରାପୁଟ ଜିଲା ସୁନାବେଡ଼ାରେ ହାଲ ସମସ୍ତଙ୍କ ପରିବାରରେ ଶ୍ରୀ ଦେବାଙ୍କ ସେବା ସମିତି ପକ୍ଷରୁ ଶ୍ରଦ୍ଧାର ସହ ଗୁରୁପୂର୍ଣ୍ଣିମା ପାଳନ କରାଯାଇଛି । ଏହି ଅବସରରେ ହାଲର ଗୁରୁ ନରହ ଏନ୍-୧୧ରେ ପ୍ରତିକୃତି ଉନ୍ମୋଚନ କରାଯାଇଥିଲା । ଏହି ଅବସରରେ ଗୁରୁବନ୍ଦନା, ଭଜନ ଓ ପ୍ରବଚନ କାର୍ଯ୍ୟକ୍ରମ ଅନୁଷ୍ଠିତ ହୋଇଥିଲା । ସମିତିର ସଭାପତି, ସମ୍ପାଦକ ଓ ସଦସ୍ୟମାନେ ଯୋଗ ଦେଇଥିଲେ । ଶେଷରେ ପ୍ରସାଦ ସେବନ କରାଯାଇଥିଲା । [900,517,1124,653]
ad-title: BHUBANESWAR DEVELOPMENT AUTHORITY [8,1846,572,1872]
ad-title: ODISHA STAFF SELECTION COMMISSION [1130,1490,1490,1511]
schedule-cell: Pre-bid meeting [30,2055,112,2068]
ad-subtitle: EXPRESSION OF INTEREST [1130,1916,1490,1932]
tree-fall-photo [6,46,554,434]
rfp-title-2: of BDA Integrated Information System (BIIS) [111,1918,469,1937]
panchayat-tender-ad [580,1418,1124,2312]
column-number: 6 [997,1623,1055,1638]
table-cell: 6,300.00 [863,1704,936,1743]
ad-body-2: Interested Manufacturers/ Authorized Dealers / Distributors must submit full information about their experience/ capacity relevant to this assignment supported by documentary evidence. Offer shall be opened in the Conference Hall of the D. & F.P.(O) on 06.08.13 at 4.00 PM in presence of the bidders or their authorized agent who will participate in the same. The authority reserves the right to accept or reject any or all without assigning any reason thereof. [764,1256,1118,1325]
ad-body: Registered NGO & Service Providers of Mayurbhanj district having experience on Sensitization work on Dengue are invited to submit their Expression of Interest with all relevant documents to Office of the District Malaria Officer, Mayurbhanj to provide 76 Nos. of volunteers approximately @ Rs.100/- per day for a maximum period of 60 days (@ 15-20 days per month and at least 4-5 hours in a day) to work as volunteers for control & prevention of Dengue in Mayurbhanj District on or before dt.30.07.2013. The service providers must have to comply all the conditions of Labour Law. The undersigned reserves the right to accept or reject or cancel any NGO or the advertisement without assigning any reason thereof. [1134,1933,1486,2097]
